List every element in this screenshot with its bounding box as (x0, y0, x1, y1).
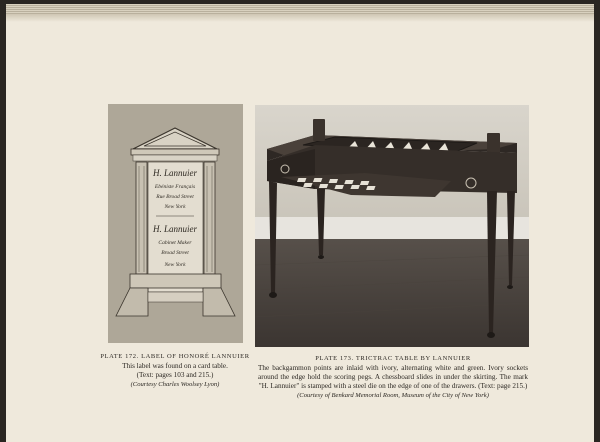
page-fold-shadow (6, 14, 594, 22)
plate-172-text-line1: This label was found on a card table. (122, 362, 228, 370)
label-script-line: H. Lannuier (152, 224, 198, 234)
plate-172-photo (108, 104, 243, 343)
label-script-line: New York (164, 204, 186, 210)
label-script-line: Cabinet Maker (158, 240, 192, 246)
plate-173-credit: (Courtesy of Benkard Memorial Room, Museum of the City of New York) (297, 392, 489, 399)
plate-172-title: PLATE 172. LABEL OF HONORÉ LANNUIER (100, 353, 250, 360)
plate-172-caption (100, 353, 250, 388)
label-script-line: Rue Broad Street (156, 194, 194, 200)
label-script-line: Broad Street (161, 250, 189, 256)
plate-173-title: PLATE 173. TRICTRAC TABLE BY LANNUIER (315, 355, 471, 362)
label-script-line: H. Lannuier (152, 168, 198, 178)
plate-173-photo (255, 105, 529, 347)
page-stack-edge (6, 4, 594, 14)
plate-172-text-line2: (Text: pages 103 and 215.) (136, 371, 214, 379)
plate-172-credit: (Courtesy Charles Woolsey Lyon) (130, 381, 220, 388)
plate-173-caption (258, 355, 528, 399)
label-script-line: Ebéniste Français (154, 184, 196, 190)
plate-173-text: The backgammon points are inlaid with ivory, alternating white and green. Ivory sockets around the edge hold the scoring pegs. A chessboard slides in under the skirting. The mark "H. Lannuier" is stamped with a steel die on the edge of one of the drawers. (Text: page 215.) (258, 364, 528, 390)
label-script-line: New York (164, 262, 186, 268)
